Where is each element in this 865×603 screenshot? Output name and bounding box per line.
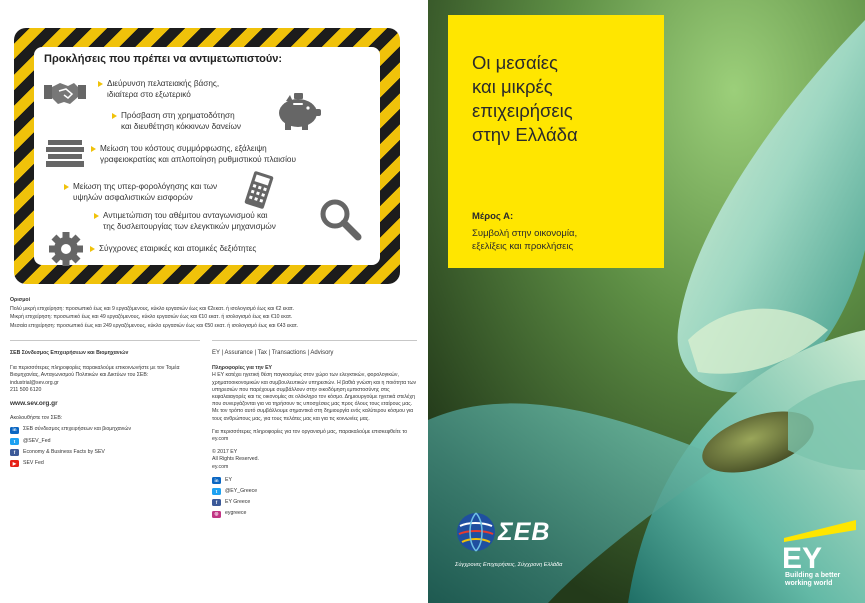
ey-about-text: Η EY κατέχει ηγετική θέση παγκοσμίως στον χώρο των ελεγκτικών, φορολογικών, χρηματοοικονομικών και συμβουλευτικών υπηρεσιών. Η βαθιά γνώση και η ποιότητα των υπηρεσιών που παρέχουμε συμβάλλουν στην οικοδόμηση εμπιστοσύνης στις κεφαλαιαγορές και τις οικονομίες σε ολόκληρο τον κόσμο. Δημιουργούμε ηγετικά στελέχη που συνεργάζονται για να τηρήσουν τις υποσχέσεις μας προς όλους τους εταίρους μας. Με τον τρόπο αυτό συμβάλλουμε σημαντικά στη δημιουργία ενός καλύτερου κόσμου για τους ανθρώπους μας, για τους πελάτες μας και για τις κοινωνίες μας.: [212, 372, 417, 422]
sev-email[interactable]: industrial@sev.org.gr: [10, 379, 59, 386]
cover-part-label: Μέρος Α:: [472, 211, 514, 222]
challenge-item: [94, 211, 276, 232]
cover-subtitle: [472, 227, 652, 253]
ey-tagline-line: Building a better: [785, 572, 841, 579]
ey-services-line: EY | Assurance | Tax | Transactions | Advisory: [212, 350, 334, 356]
cover-subtitle-line: Συμβολή στην οικονομία,: [472, 228, 578, 239]
sev-logo-tagline: Σύγχρονες Επιχειρήσεις, Σύγχρονη Ελλάδα: [455, 562, 563, 568]
challenge-line: Σύγχρονες εταιρικές και ατομικές δεξιότητες: [99, 244, 257, 253]
ey-social-twitter[interactable]: [212, 488, 417, 495]
challenge-item: [91, 144, 296, 165]
definition-line: Μικρή επιχείρηση: προσωπικό έως και 49 εργαζόμενους, κύκλο εργασιών έως και €10 εκατ. ή ισολογισμό έως και €10 εκατ.: [10, 314, 293, 321]
sev-social-twitter[interactable]: [10, 438, 200, 445]
challenge-line: Πρόσβαση στη χρηματοδότηση: [121, 111, 235, 120]
sev-info: Για περισσότερες πληροφορίες παρακαλούμε επικοινωνήστε με τον Τομέα Βιομηχανίας, Ανταγωνισμού Πολιτικών και Δικτύων του ΣΕΒ:: [10, 365, 180, 379]
sev-name: ΣΕΒ Σύνδεσμος Επιχειρήσεων και Βιομηχανιών: [10, 350, 129, 356]
social-label: @SEV_Fed: [23, 437, 51, 444]
ey-logo-icon: [778, 516, 862, 570]
magnifier-icon: [318, 197, 362, 241]
cover-title-panel: [448, 15, 664, 268]
ey-copyright: © 2017 EY: [212, 449, 238, 456]
challenge-item: [98, 79, 219, 100]
sev-social-linkedin[interactable]: [10, 426, 200, 433]
document-stack-icon: [46, 140, 84, 168]
piggy-bank-icon: [274, 91, 322, 131]
challenges-hazard-frame: [14, 28, 400, 284]
definitions: [10, 296, 410, 330]
sev-website-link[interactable]: www.sev.org.gr: [10, 400, 58, 408]
challenge-line: και διευθέτηση κόκκινων δανείων: [121, 121, 241, 131]
definition-line: Μεσαία επιχείρηση: προσωπικό έως και 249 εργαζόμενους, κύκλο εργασιών έως και €50 εκατ. ή ισολογισμό έως και €43 εκατ.: [10, 322, 299, 329]
definitions-title: Ορισμοί: [10, 297, 31, 303]
challenge-line: Αντιμετώπιση του αθέμιτου ανταγωνισμού και: [103, 211, 268, 220]
sev-logo-globe-icon: [456, 512, 496, 552]
challenge-item: [90, 244, 256, 255]
cover-title-line: και μικρές: [472, 76, 553, 97]
definition-line: Πολύ μικρή επιχείρηση: προσωπικό έως και 9 εργαζόμενους, κύκλο εργασιών έως και €2εκατ. ή ισολογισμό έως και €2 εκατ.: [10, 305, 295, 312]
cover-title-line: Οι μεσαίες: [472, 52, 558, 73]
linkedin-icon: in: [10, 427, 19, 434]
facebook-icon: f: [10, 449, 19, 456]
cover-title-line: στην Ελλάδα: [472, 124, 578, 145]
sev-follow-label: Ακολουθήστε τον ΣΕΒ:: [10, 415, 63, 422]
sev-logo-wordmark: ΣΕΒ: [498, 518, 551, 546]
social-label: EY Greece: [225, 499, 251, 506]
ey-site-link[interactable]: ey.com: [212, 463, 229, 470]
ey-social-facebook[interactable]: [212, 499, 417, 506]
social-label: ΣΕΒ σύνδεσμος επιχειρήσεων και βιομηχανιών: [23, 426, 132, 433]
cover-subtitle-line: εξελίξεις και προκλήσεις: [472, 241, 574, 252]
challenge-line: Διεύρυνση πελατειακής βάσης,: [107, 79, 220, 88]
ey-social-instagram[interactable]: [212, 510, 417, 517]
challenge-line: γραφειοκρατίας και απλοποίηση ρυθμιστικού πλαισίου: [100, 154, 296, 164]
challenge-line: ιδιαίτερα στο εξωτερικό: [107, 89, 191, 99]
ey-rights: All Rights Reserved.: [212, 456, 259, 463]
sev-phone: 211 500 6120: [10, 386, 42, 393]
challenge-line: υψηλών ασφαλιστικών εισφορών: [73, 192, 193, 202]
linkedin-icon: in: [212, 477, 221, 484]
handshake-icon: [44, 77, 86, 109]
twitter-icon: t: [212, 488, 221, 495]
front-cover-page: [428, 0, 865, 603]
challenge-item: [112, 111, 241, 132]
cover-title-line: επιχειρήσεις: [472, 100, 573, 121]
ey-contact-column: [212, 350, 417, 518]
svg-text:EY: EY: [782, 542, 823, 570]
ey-social-linkedin[interactable]: [212, 477, 417, 484]
challenge-line: Μείωση του κόστους συμμόρφωσης, εξάλειψη: [100, 144, 267, 153]
instagram-icon: ◎: [212, 511, 221, 518]
calculator-icon: [242, 171, 276, 209]
challenge-line: της δυσλειτουργίας των ελεγκτικών μηχανισμών: [103, 221, 276, 231]
challenge-line: Μείωση της υπερ-φορολόγησης και των: [73, 182, 218, 191]
sev-social-youtube[interactable]: [10, 460, 200, 467]
ey-more-info: Για περισσότερες πληροφορίες για τον οργανισμό μας, παρακαλούμε επισκεφθείτε το ey.com: [212, 428, 408, 443]
youtube-icon: ▶: [10, 460, 19, 467]
divider: [212, 340, 417, 341]
social-label: eygreece: [225, 510, 247, 517]
divider: [10, 340, 200, 341]
sev-social-facebook[interactable]: [10, 449, 200, 456]
challenge-item: [64, 182, 217, 203]
ey-about-title: Πληροφορίες για την EY: [212, 365, 272, 372]
twitter-icon: t: [10, 438, 19, 445]
ey-tagline-line: working world: [785, 580, 833, 587]
social-label: EY: [225, 476, 232, 483]
challenges-panel: [34, 47, 380, 265]
social-label: Economy & Business Facts by SEV: [23, 448, 105, 455]
ey-logo-tagline: [785, 572, 840, 588]
sev-contact-column: [10, 350, 200, 467]
social-label: @EY_Greece: [225, 488, 258, 495]
facebook-icon: f: [212, 499, 221, 506]
gear-icon: [48, 231, 84, 267]
challenges-title: Προκλήσεις που πρέπει να αντιμετωπιστούν:: [44, 53, 283, 65]
cover-title: [472, 51, 657, 147]
social-label: SEV Fed: [23, 460, 44, 467]
back-cover-page: [0, 0, 428, 603]
